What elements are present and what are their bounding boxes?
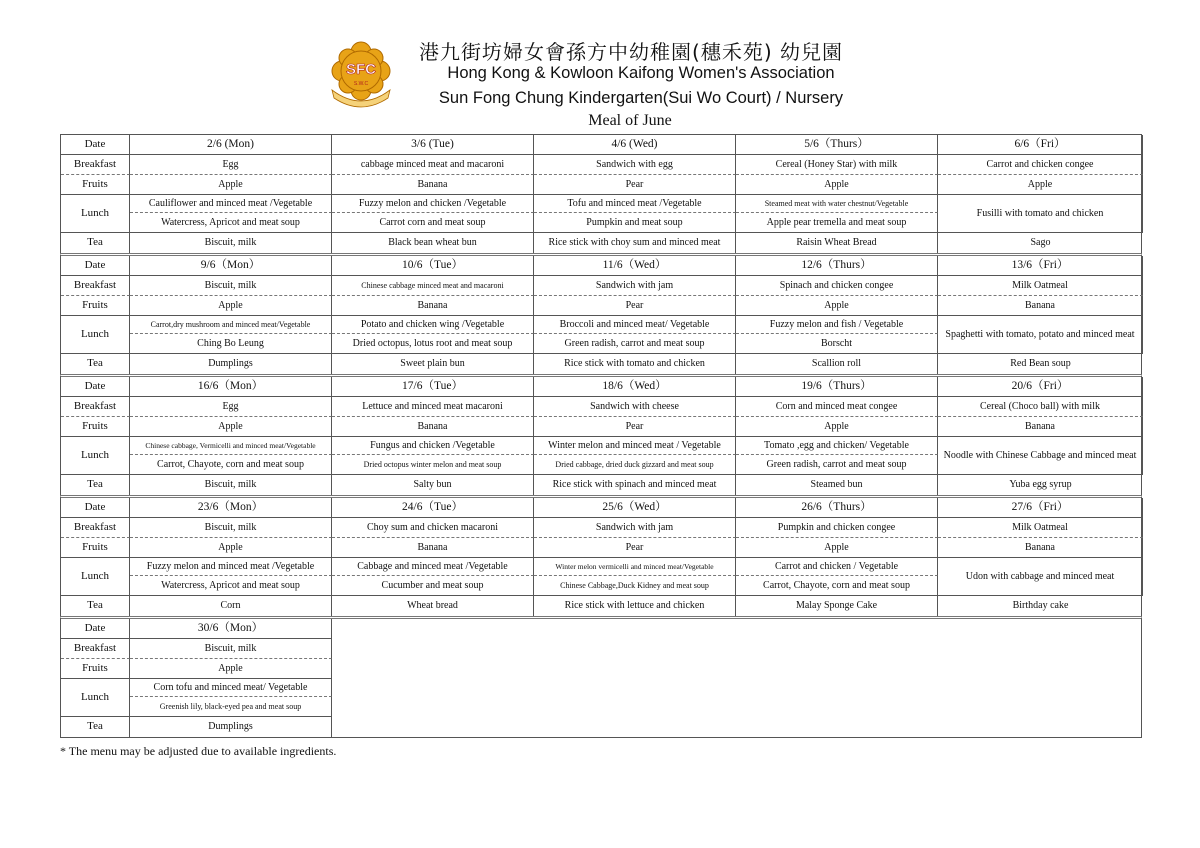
breakfast-cell: Spinach and chicken congee <box>736 276 938 296</box>
menu-footnote: * The menu may be adjusted due to available ingredients. <box>60 744 337 758</box>
lunch-soup-cell: Watercress, Apricot and meat soup <box>130 213 332 233</box>
lunch-cell: Udon with cabbage and minced meat <box>938 558 1143 596</box>
tea-cell: Birthday cake <box>1012 600 1069 611</box>
day-date: 25/6（Wed） <box>534 498 736 518</box>
tea-cell: Corn <box>130 596 332 616</box>
tea-cell: Biscuit, milk <box>130 233 332 253</box>
lunch-main-cell: Corn tofu and minced meat/ Vegetable <box>130 679 332 697</box>
lunch-main-cell: Winter melon and minced meat / Vegetable <box>534 437 736 455</box>
row-label-tea: Tea <box>61 596 130 616</box>
tea-cell: Rice stick with lettuce and chicken <box>534 596 736 616</box>
week-block-last <box>60 616 1142 738</box>
lunch-soup-cell: Chinese Cabbage,Duck Kidney and meat soup <box>534 576 736 596</box>
lunch-main-cell: Carrot and chicken / Vegetable <box>736 558 938 576</box>
page-header <box>0 0 1200 134</box>
breakfast-cell: Egg <box>130 155 332 175</box>
week-block <box>60 374 1142 495</box>
breakfast-cell: Chinese cabbage minced meat and macaroni <box>332 276 534 296</box>
week-block <box>60 253 1142 374</box>
tea-cell: Red Bean soup <box>1010 358 1071 369</box>
lunch-main-cell: Fungus and chicken /Vegetable <box>332 437 534 455</box>
row-label-date: Date <box>61 135 130 155</box>
breakfast-cell: Choy sum and chicken macaroni <box>332 518 534 538</box>
row-label-fruits: Fruits <box>61 296 130 316</box>
day-date: 13/6（Fri） <box>938 256 1143 276</box>
kindergarten-name: Sun Fong Chung Kindergarten(Sui Wo Court) / Nursery <box>438 89 844 107</box>
breakfast-cell: Lettuce and minced meat macaroni <box>332 397 534 417</box>
row-label-fruits: Fruits <box>61 175 130 195</box>
lunch-soup-cell: Apple pear tremella and meat soup <box>736 213 938 233</box>
fruits-cell: Apple <box>130 175 332 195</box>
day-date: 11/6（Wed） <box>534 256 736 276</box>
tea-cell: Rice stick with choy sum and minced meat <box>534 233 736 253</box>
day-date: 19/6（Thurs） <box>736 377 938 397</box>
lunch-cell: Spaghetti with tomato, potato and minced meat <box>938 316 1143 354</box>
day-date: 10/6（Tue） <box>332 256 534 276</box>
lunch-main-cell: Tomato ,egg and chicken/ Vegetable <box>736 437 938 455</box>
row-label-tea: Tea <box>61 717 130 737</box>
lunch-soup-cell: Carrot, Chayote, corn and meat soup <box>736 576 938 596</box>
fruits-cell: Pear <box>534 538 736 558</box>
day-date: 12/6（Thurs） <box>736 256 938 276</box>
lunch-main-cell: Cauliflower and minced meat /Vegetable <box>130 195 332 213</box>
row-label-date: Date <box>61 377 130 397</box>
day-date: 30/6（Mon） <box>130 619 332 639</box>
fruits-cell: Banana <box>332 296 534 316</box>
fruits-cell: Apple <box>736 417 938 437</box>
lunch-main-cell: Cabbage and minced meat /Vegetable <box>332 558 534 576</box>
row-label-breakfast: Breakfast <box>61 397 130 417</box>
tea-cell: Rice stick with spinach and minced meat <box>534 475 736 495</box>
day-date: 6/6（Fri） <box>938 135 1143 155</box>
lunch-soup-cell: Dried octopus, lotus root and meat soup <box>332 334 534 354</box>
lunch-soup-cell: Greenish lily, black-eyed pea and meat soup <box>130 697 332 717</box>
lunch-cell: Noodle with Chinese Cabbage and minced meat <box>938 437 1143 475</box>
lunch-soup-cell: Carrot corn and meat soup <box>332 213 534 233</box>
week-block <box>60 134 1142 253</box>
fruits-cell: Pear <box>534 296 736 316</box>
lunch-main-cell: Fuzzy melon and minced meat /Vegetable <box>130 558 332 576</box>
breakfast-cell: Corn and minced meat congee <box>736 397 938 417</box>
row-label-breakfast: Breakfast <box>61 155 130 175</box>
day-date: 3/6 (Tue) <box>332 135 534 155</box>
fruits-cell: Apple <box>130 659 332 679</box>
row-label-lunch: Lunch <box>61 195 130 233</box>
lunch-main-cell: Carrot,dry mushroom and minced meat/Vegetable <box>130 316 332 334</box>
lunch-main-cell: Tofu and minced meat /Vegetable <box>534 195 736 213</box>
day-date: 27/6（Fri） <box>938 498 1143 518</box>
lunch-soup-cell: Dried cabbage, dried duck gizzard and meat soup <box>534 455 736 475</box>
day-date: 24/6（Tue） <box>332 498 534 518</box>
svg-text:SFC: SFC <box>346 61 376 78</box>
day-date: 5/6（Thurs） <box>736 135 938 155</box>
row-label-date: Date <box>61 619 130 639</box>
school-name-chinese: 港九街坊婦女會孫方中幼稚園(穗禾苑) 幼兒園 <box>419 40 843 64</box>
fruits-cell: Banana <box>332 538 534 558</box>
lunch-main-cell: Steamed meat with water chestnut/Vegetable <box>736 195 938 213</box>
day-date: 16/6（Mon） <box>130 377 332 397</box>
row-label-tea: Tea <box>61 354 130 374</box>
row-label-breakfast: Breakfast <box>61 276 130 296</box>
tea-cell: Wheat bread <box>332 596 534 616</box>
tea-cell: Steamed bun <box>736 475 938 495</box>
day-date: 18/6（Wed） <box>534 377 736 397</box>
day-date: 20/6（Fri） <box>938 377 1143 397</box>
lunch-cell: Fusilli with tomato and chicken <box>938 195 1143 233</box>
fruits-cell: Apple <box>130 296 332 316</box>
tea-cell: Dumplings <box>130 717 332 737</box>
svg-text:S.W.C: S.W.C <box>353 81 369 87</box>
breakfast-cell: Biscuit, milk <box>130 639 332 659</box>
lunch-main-cell: Fuzzy melon and fish / Vegetable <box>736 316 938 334</box>
row-label-breakfast: Breakfast <box>61 639 130 659</box>
tea-cell: Rice stick with tomato and chicken <box>534 354 736 374</box>
lunch-main-cell: Broccoli and minced meat/ Vegetable <box>534 316 736 334</box>
fruits-cell: Apple <box>736 296 938 316</box>
lunch-soup-cell: Borscht <box>736 334 938 354</box>
fruits-cell: Apple <box>130 538 332 558</box>
fruits-cell: Banana <box>332 417 534 437</box>
tea-cell: Scallion roll <box>736 354 938 374</box>
week-block <box>60 495 1142 616</box>
lunch-soup-cell: Cucumber and meat soup <box>332 576 534 596</box>
breakfast-cell: cabbage minced meat and macaroni <box>332 155 534 175</box>
tea-cell: Salty bun <box>332 475 534 495</box>
lunch-main-cell: Fuzzy melon and chicken /Vegetable <box>332 195 534 213</box>
tea-cell: Sweet plain bun <box>332 354 534 374</box>
breakfast-cell: Milk Oatmeal <box>938 276 1143 296</box>
breakfast-cell: Sandwich with jam <box>534 276 736 296</box>
fruits-cell: Apple <box>130 417 332 437</box>
lunch-soup-cell: Watercress, Apricot and meat soup <box>130 576 332 596</box>
day-date: 17/6（Tue） <box>332 377 534 397</box>
row-label-tea: Tea <box>61 475 130 495</box>
breakfast-cell: Cereal (Choco ball) with milk <box>938 397 1143 417</box>
fruits-cell: Apple <box>736 175 938 195</box>
day-date: 9/6（Mon） <box>130 256 332 276</box>
day-date: 26/6（Thurs） <box>736 498 938 518</box>
menu-title: Meal of June <box>588 112 672 129</box>
row-label-tea: Tea <box>61 233 130 253</box>
row-label-lunch: Lunch <box>61 437 130 475</box>
day-date: 4/6 (Wed) <box>534 135 736 155</box>
tea-cell: Sago <box>1030 237 1051 248</box>
row-label-fruits: Fruits <box>61 417 130 437</box>
meal-schedule-table <box>60 134 1142 738</box>
tea-cell: Dumplings <box>130 354 332 374</box>
fruits-cell: Banana <box>332 175 534 195</box>
lunch-soup-cell: Carrot, Chayote, corn and meat soup <box>130 455 332 475</box>
tea-cell: Yuba egg syrup <box>1009 479 1072 490</box>
lunch-main-cell: Winter melon vermicelli and minced meat/Vegetable <box>534 558 736 576</box>
row-label-fruits: Fruits <box>61 538 130 558</box>
fruits-cell: Apple <box>938 175 1143 195</box>
lunch-soup-cell: Ching Bo Leung <box>130 334 332 354</box>
fruits-cell: Banana <box>938 417 1143 437</box>
tea-cell: Malay Sponge Cake <box>736 596 938 616</box>
breakfast-cell: Biscuit, milk <box>130 518 332 538</box>
lunch-main-cell: Chinese cabbage, Vermicelli and minced meat/Vegetable <box>130 437 332 455</box>
breakfast-cell: Sandwich with egg <box>534 155 736 175</box>
row-label-lunch: Lunch <box>61 558 130 596</box>
lunch-main-cell: Potato and chicken wing /Vegetable <box>332 316 534 334</box>
breakfast-cell: Cereal (Honey Star) with milk <box>736 155 938 175</box>
day-date: 23/6（Mon） <box>130 498 332 518</box>
lunch-soup-cell: Green radish, carrot and meat soup <box>736 455 938 475</box>
empty-area <box>332 619 1143 737</box>
fruits-cell: Banana <box>938 296 1143 316</box>
tea-cell: Raisin Wheat Bread <box>736 233 938 253</box>
tea-cell: Black bean wheat bun <box>332 233 534 253</box>
row-label-lunch: Lunch <box>61 316 130 354</box>
breakfast-cell: Pumpkin and chicken congee <box>736 518 938 538</box>
row-label-date: Date <box>61 256 130 276</box>
school-logo <box>326 40 396 110</box>
row-label-date: Date <box>61 498 130 518</box>
breakfast-cell: Egg <box>130 397 332 417</box>
lunch-soup-cell: Green radish, carrot and meat soup <box>534 334 736 354</box>
fruits-cell: Apple <box>736 538 938 558</box>
breakfast-cell: Sandwich with cheese <box>534 397 736 417</box>
fruits-cell: Pear <box>534 417 736 437</box>
fruits-cell: Pear <box>534 175 736 195</box>
breakfast-cell: Milk Oatmeal <box>938 518 1143 538</box>
association-name: Hong Kong & Kowloon Kaifong Women's Association <box>447 64 835 82</box>
tea-cell: Biscuit, milk <box>130 475 332 495</box>
breakfast-cell: Biscuit, milk <box>130 276 332 296</box>
day-date: 2/6 (Mon) <box>130 135 332 155</box>
fruits-cell: Banana <box>938 538 1143 558</box>
breakfast-cell: Carrot and chicken congee <box>938 155 1143 175</box>
row-label-fruits: Fruits <box>61 659 130 679</box>
breakfast-cell: Sandwich with jam <box>534 518 736 538</box>
lunch-soup-cell: Pumpkin and meat soup <box>534 213 736 233</box>
row-label-lunch: Lunch <box>61 679 130 717</box>
row-label-breakfast: Breakfast <box>61 518 130 538</box>
lunch-soup-cell: Dried octopus winter melon and meat soup <box>332 455 534 475</box>
